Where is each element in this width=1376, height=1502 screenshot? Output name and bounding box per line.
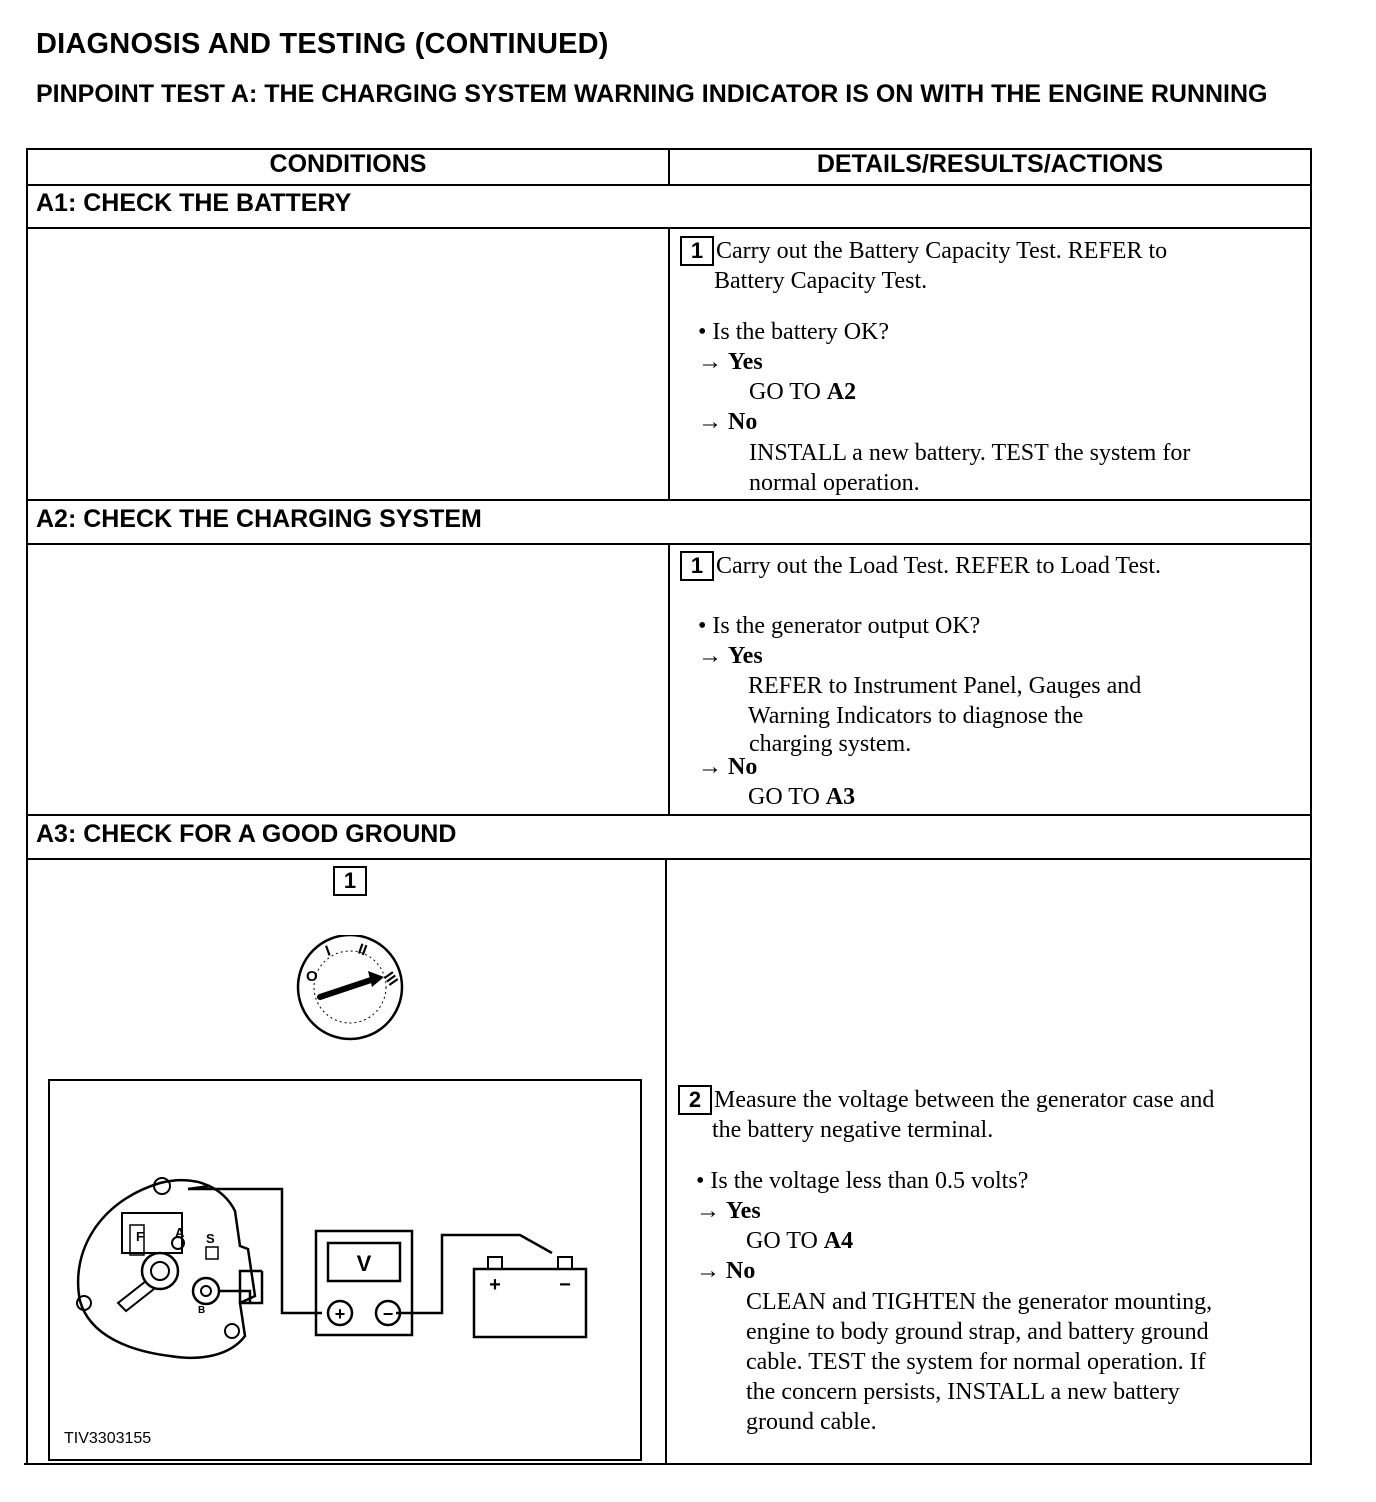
yes-branch <box>698 349 763 376</box>
generator-terminal-b: B <box>198 1305 206 1316</box>
no-action: engine to body ground strap, and battery ground <box>746 1319 1209 1345</box>
no-label: No <box>726 1258 756 1284</box>
arrow-icon: → <box>698 754 722 780</box>
voltmeter-illustration <box>316 1231 412 1335</box>
yes-action: REFER to Instrument Panel, Gauges and <box>748 673 1142 699</box>
generator-terminal-s: S <box>206 1231 215 1246</box>
yes-label: Yes <box>728 349 763 375</box>
ignition-label-i: I <box>323 942 333 960</box>
question-text: • Is the battery OK? <box>698 319 890 345</box>
generator-voltmeter-battery-diagram <box>50 1081 640 1459</box>
arrow-icon: → <box>698 349 722 375</box>
step-text: Carry out the Load Test. REFER to Load Test. <box>716 553 1162 579</box>
step-number-box: 2 <box>678 1085 712 1115</box>
section-heading-a1: A1: CHECK THE BATTERY <box>36 189 352 217</box>
column-header-details: DETAILS/RESULTS/ACTIONS <box>816 150 1164 178</box>
no-action: the concern persists, INSTALL a new battery <box>746 1379 1180 1405</box>
illustration-step-number-box: 1 <box>333 866 367 896</box>
no-branch <box>698 754 757 781</box>
no-branch <box>696 1258 755 1285</box>
yes-action: GO TO A4 <box>746 1228 854 1254</box>
section-heading-a2: A2: CHECK THE CHARGING SYSTEM <box>36 505 482 533</box>
step-text: Battery Capacity Test. <box>714 268 928 294</box>
yes-label: Yes <box>726 1198 761 1224</box>
question-text: • Is the voltage less than 0.5 volts? <box>696 1168 1029 1194</box>
no-action: ground cable. <box>746 1409 877 1435</box>
yes-action: Warning Indicators to diagnose the <box>748 703 1084 729</box>
no-label: No <box>728 409 758 435</box>
step-text: Carry out the Battery Capacity Test. REFER to <box>716 238 1168 264</box>
ignition-label-ii: II <box>355 940 370 960</box>
wiring-diagram-frame <box>48 1079 642 1461</box>
arrow-icon: → <box>696 1198 720 1224</box>
generator-terminal-a: A <box>175 1225 185 1240</box>
generator-illustration <box>77 1178 262 1358</box>
pinpoint-test-title: PINPOINT TEST A: THE CHARGING SYSTEM WARNING INDICATOR IS ON WITH THE ENGINE RUNNING <box>36 80 1268 108</box>
step-text: the battery negative terminal. <box>712 1117 994 1143</box>
yes-label: Yes <box>728 643 763 669</box>
section-heading-a3: A3: CHECK FOR A GOOD GROUND <box>36 820 457 848</box>
page-title: DIAGNOSIS AND TESTING (CONTINUED) <box>36 28 609 60</box>
ignition-switch-illustration <box>290 935 410 1045</box>
yes-action: GO TO A2 <box>749 379 857 405</box>
yes-branch <box>696 1198 761 1225</box>
arrow-icon: → <box>698 643 722 669</box>
voltmeter-negative-terminal: − <box>382 1304 394 1324</box>
no-branch <box>698 409 757 436</box>
no-action: CLEAN and TIGHTEN the generator mounting, <box>746 1289 1213 1315</box>
no-action: normal operation. <box>749 470 920 496</box>
step-number-box: 1 <box>680 236 714 266</box>
step-number-box: 1 <box>680 551 714 581</box>
yes-action: charging system. <box>749 731 912 757</box>
voltmeter-positive-terminal: + <box>334 1304 346 1324</box>
arrow-icon: → <box>698 409 722 435</box>
generator-terminal-f: F <box>136 1229 144 1244</box>
ignition-label-iii: III <box>380 968 402 989</box>
no-action: GO TO A3 <box>748 784 856 810</box>
question-text: • Is the generator output OK? <box>698 613 981 639</box>
no-action: INSTALL a new battery. TEST the system for <box>749 440 1191 466</box>
step-text: Measure the voltage between the generator case and <box>714 1087 1215 1113</box>
arrow-icon: → <box>696 1258 720 1284</box>
battery-positive-terminal: + <box>489 1274 501 1296</box>
column-header-conditions: CONDITIONS <box>269 150 427 178</box>
battery-negative-terminal: − <box>559 1274 571 1296</box>
no-label: No <box>728 754 758 780</box>
no-action: cable. TEST the system for normal operation. If <box>746 1349 1206 1375</box>
ignition-label-off: O <box>306 968 318 985</box>
figure-code: TIV3303155 <box>64 1430 152 1447</box>
voltmeter-label: V <box>356 1251 372 1276</box>
yes-branch <box>698 643 763 670</box>
battery-illustration <box>474 1257 586 1337</box>
